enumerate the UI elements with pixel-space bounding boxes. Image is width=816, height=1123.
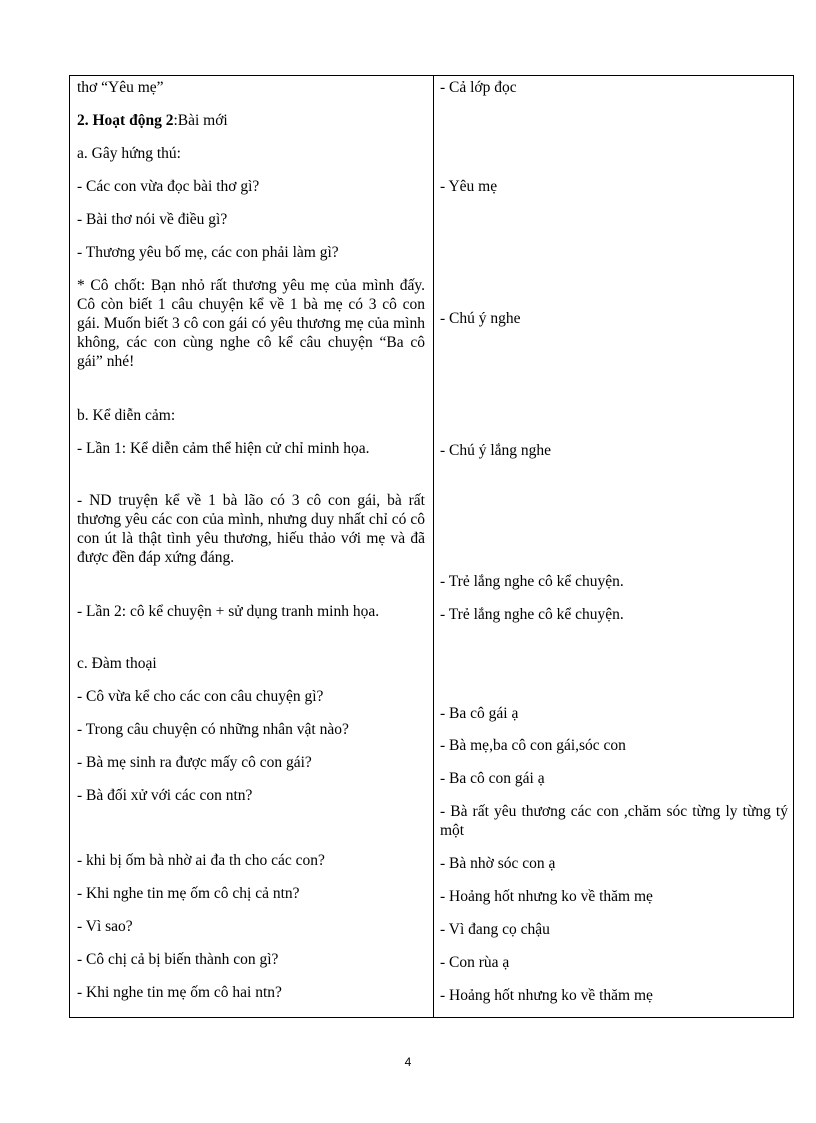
teacher-line: - Cô chị cả bị biến thành con gì? [77, 951, 279, 968]
student-line: - Yêu mẹ [440, 178, 498, 195]
student-paragraph: - Bà rất yêu thương các con ,chăm sóc từng ly từng tý một [440, 803, 788, 839]
teacher-line: - khi bị ốm bà nhờ ai đa th cho các con? [77, 852, 325, 869]
activity-heading-rest: :Bài mới [173, 112, 228, 129]
teacher-line: b. Kể diễn cảm: [77, 407, 176, 424]
teacher-line: - Vì sao? [77, 918, 133, 935]
teacher-line: a. Gây hứng thú: [77, 145, 181, 162]
teacher-line: - Khi nghe tin mẹ ốm cô chị cả ntn? [77, 885, 300, 902]
teacher-line: - Các con vừa đọc bài thơ gì? [77, 178, 260, 195]
teacher-paragraph: - ND truyện kể về 1 bà lão có 3 cô con gái, bà rất thương yêu các con của mình, nhưng duy nhất chỉ có cô con út là thật tình yêu thương, hiếu thảo với mẹ và đã được đền đáp xứng đáng. [77, 492, 425, 566]
student-line: - Con rùa ạ [440, 954, 510, 971]
teacher-line: - Thương yêu bố mẹ, các con phải làm gì? [77, 244, 339, 261]
student-line: - Trẻ lắng nghe cô kể chuyện. [440, 606, 624, 623]
teacher-line: - Khi nghe tin mẹ ốm cô hai ntn? [77, 984, 282, 1001]
student-line: - Ba cô gái ạ [440, 705, 519, 722]
student-line: - Bà nhờ sóc con ạ [440, 855, 556, 872]
student-line: - Bà mẹ,ba cô con gái,sóc con [440, 737, 626, 754]
teacher-line: - Bà đối xử với các con ntn? [77, 787, 253, 804]
teacher-line: - Trong câu chuyện có những nhân vật nào? [77, 721, 349, 738]
page-number: 4 [404, 1055, 412, 1069]
student-line: - Vì đang cọ chậu [440, 921, 550, 938]
student-line: - Hoảng hốt nhưng ko về thăm mẹ [440, 987, 653, 1004]
student-line: - Chú ý lắng nghe [440, 442, 552, 459]
teacher-paragraph: - Lần 1: Kể diễn cảm thể hiện cử chỉ minh họa. [77, 440, 370, 457]
student-line: - Hoảng hốt nhưng ko về thăm mẹ [440, 888, 653, 905]
student-line: - Ba cô con gái ạ [440, 770, 545, 787]
teacher-line: c. Đàm thoại [77, 655, 157, 672]
teacher-line: thơ “Yêu mẹ” [77, 79, 164, 96]
teacher-paragraph: - Lần 2: cô kể chuyện + sử dụng tranh minh họa. [77, 603, 380, 620]
teacher-line: - Bà mẹ sinh ra được mấy cô con gái? [77, 754, 312, 771]
activity-heading [77, 111, 425, 130]
teacher-line: - Cô vừa kể cho các con câu chuyện gì? [77, 688, 324, 705]
teacher-line: - Bài thơ nói về điều gì? [77, 211, 228, 228]
student-line: - Trẻ lắng nghe cô kể chuyện. [440, 573, 624, 590]
student-line: - Chú ý nghe [440, 310, 521, 327]
lesson-table [69, 75, 794, 1018]
teacher-paragraph: * Cô chốt: Bạn nhỏ rất thương yêu mẹ của mình đấy. Cô còn biết 1 câu chuyện kể về 1 bà mẹ có 3 cô con gái. Muốn biết 3 cô con gái có yêu thương mẹ của mình không, các con cùng nghe cô kể câu chuyện “Ba cô gái” nhé! [77, 277, 425, 370]
activity-heading-bold: 2. Hoạt động 2 [77, 112, 174, 129]
student-line: - Cả lớp đọc [440, 79, 517, 96]
column-divider [433, 76, 434, 1017]
